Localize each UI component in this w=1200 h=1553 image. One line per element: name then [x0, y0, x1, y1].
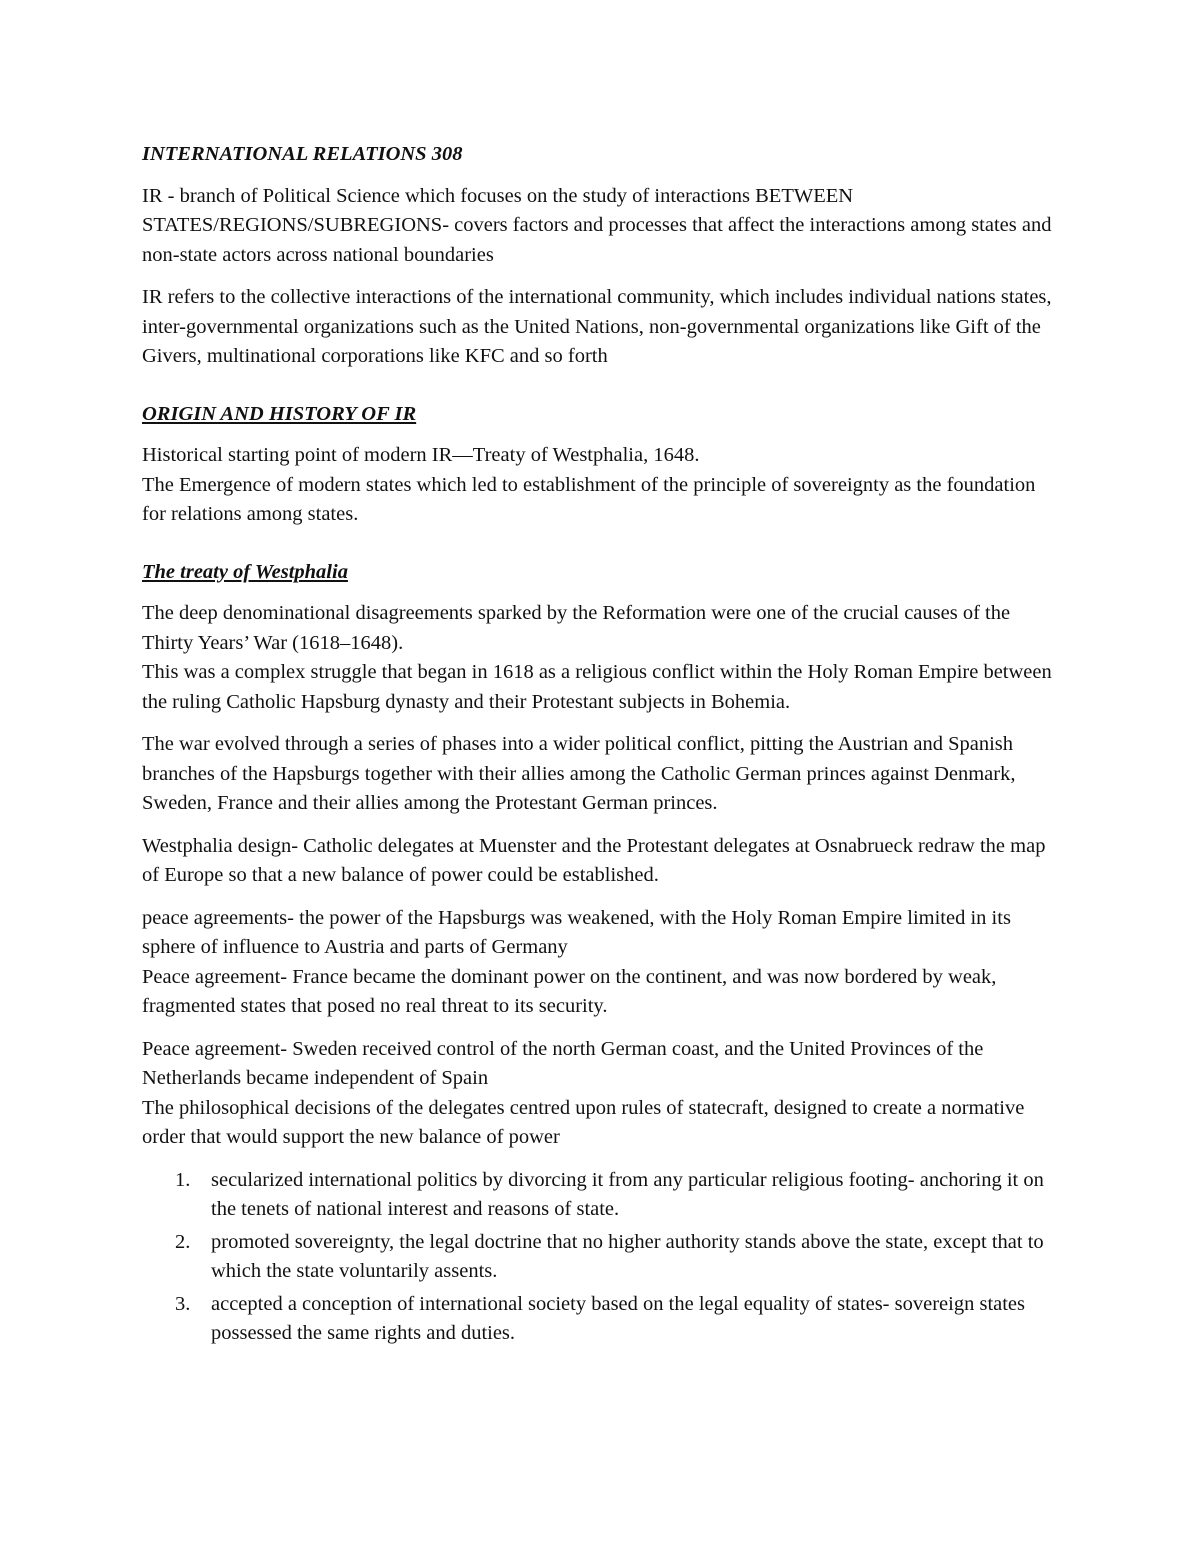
origin-line-1: Historical starting point of modern IR—Treaty of Westphalia, 1648. [142, 444, 700, 466]
intro-paragraph-1: IR - branch of Political Science which focuses on the study of interactions BETWEEN STATES/REGIONS/SUBREGIONS- covers factors and processes that affect the interactions among states and non-state actors across national boundaries [142, 184, 1052, 266]
list-item [142, 1228, 1062, 1287]
westphalia-paragraph-6: Peace agreement- France became the dominant power on the continent, and was now bordered by weak, fragmented states that posed no real threat to its security. [142, 965, 997, 1017]
list-item-number: 3. [175, 1292, 191, 1315]
westphalia-decisions-list [142, 1166, 1062, 1349]
list-item-number: 1. [175, 1168, 191, 1191]
westphalia-paragraph-4: Westphalia design- Catholic delegates at Muenster and the Protestant delegates at Osnabrueck redraw the map of Europe so that a new balance of power could be established. [142, 834, 1046, 886]
westphalia-paragraph-7: Peace agreement- Sweden received control of the north German coast, and the United Provinces of the Netherlands became independent of Spain [142, 1037, 984, 1089]
list-item-number: 2. [175, 1230, 191, 1253]
westphalia-paragraph-8: The philosophical decisions of the delegates centred upon rules of statecraft, designed to create a normative order that would support the new balance of power [142, 1096, 1025, 1148]
westphalia-paragraph-5: peace agreements- the power of the Hapsburgs was weakened, with the Holy Roman Empire limited in its sphere of influence to Austria and parts of Germany [142, 906, 1011, 958]
list-item [142, 1166, 1062, 1225]
section-heading-origin: ORIGIN AND HISTORY OF IR [142, 402, 417, 425]
list-item-text: secularized international politics by divorcing it from any particular religious footing- anchoring it on the tenets of national interest and reasons of state. [211, 1168, 1044, 1220]
westphalia-paragraph-3: The war evolved through a series of phases into a wider political conflict, pitting the Austrian and Spanish branches of the Hapsburgs together with their allies among the Catholic German princes against Denmark, Sweden, France and their allies among the Protestant German princes. [142, 733, 1016, 814]
section-heading-westphalia: The treaty of Westphalia [142, 560, 348, 583]
intro-paragraph-2: IR refers to the collective interactions of the international community, which includes individual nations states, inter-governmental organizations such as the United Nations, non-governmental organizations like Gift of the Givers, multinational corporations like KFC and so forth [142, 286, 1052, 367]
document-page [142, 140, 1062, 1352]
westphalia-paragraph-2: This was a complex struggle that began in 1618 as a religious conflict within the Holy Roman Empire between the ruling Catholic Hapsburg dynasty and their Protestant subjects in Bohemia. [142, 661, 1052, 713]
document-title: INTERNATIONAL RELATIONS 308 [142, 143, 463, 165]
list-item-text: promoted sovereignty, the legal doctrine that no higher authority stands above the state, except that to which the state voluntarily assents. [211, 1230, 1044, 1282]
westphalia-paragraph-1: The deep denominational disagreements sparked by the Reformation were one of the crucial causes of the Thirty Years’ War (1618–1648). [142, 602, 1011, 654]
origin-line-2: The Emergence of modern states which led to establishment of the principle of sovereignty as the foundation for relations among states. [142, 473, 1036, 525]
list-item-text: accepted a conception of international society based on the legal equality of states- sovereign states possessed the same rights and duties. [211, 1292, 1026, 1344]
list-item [142, 1290, 1062, 1349]
